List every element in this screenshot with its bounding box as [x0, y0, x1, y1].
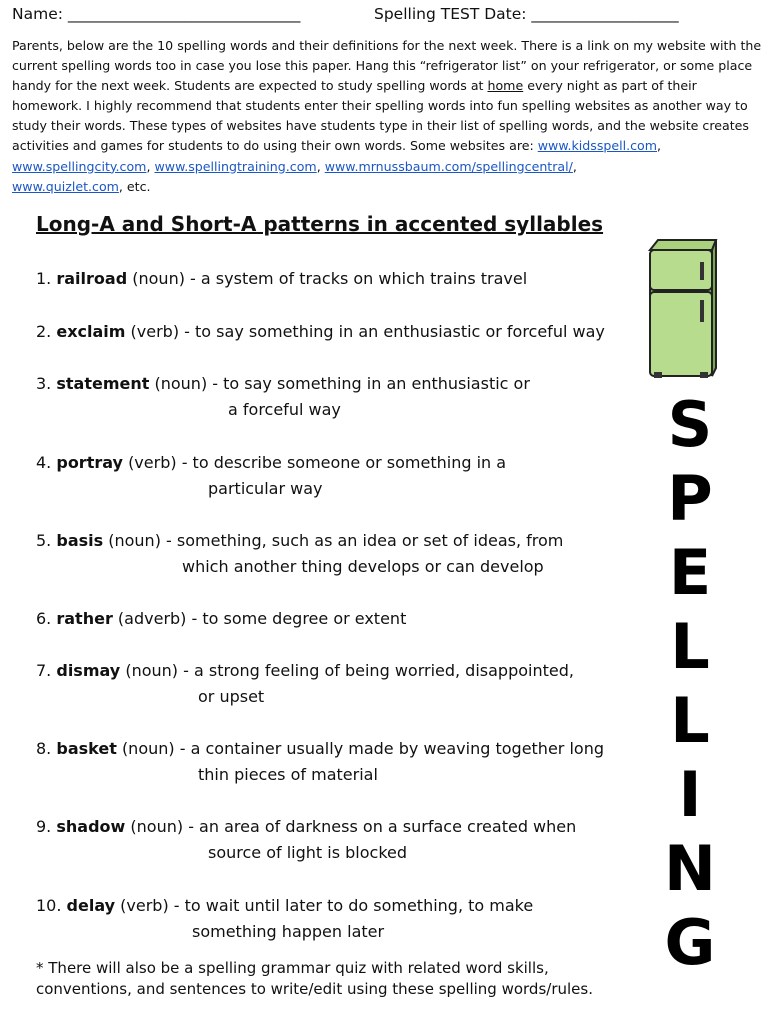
word-number: 1. [36, 269, 52, 288]
definition-continued: something happen later [192, 922, 385, 941]
word-item [36, 606, 406, 632]
link-quizlet[interactable]: www.quizlet.com [12, 178, 119, 194]
definition-continued: a forceful way [228, 400, 341, 419]
definition: - an area of darkness on a surface created when [188, 817, 577, 836]
word-item [36, 319, 605, 345]
part-of-speech: (adverb) [117, 609, 187, 628]
letter-e: E [668, 536, 712, 609]
intro-text-1: Parents, below are the 10 spelling words and their definitions for the next week. There is a link on my website with the current spelling words too in case you lose this paper. Hang this “refrigerator list” on your refrigerator, or some place handy for the next week. Students are expected to study spelling words at [12, 38, 762, 94]
part-of-speech: (noun) [132, 269, 185, 288]
definition: - a strong feeling of being worried, disappointed, [183, 661, 574, 680]
word-item [36, 893, 533, 945]
word-number: 10. [36, 896, 62, 915]
link-separator: , [572, 158, 577, 174]
letter-p: P [667, 462, 713, 535]
spelling-word: delay [66, 896, 116, 915]
word-item [36, 814, 576, 866]
link-spellingcity[interactable]: www.spellingcity.com [12, 158, 147, 174]
home-emphasis: home [487, 78, 524, 94]
grammar-quiz-note: * There will also be a spelling grammar quiz with related word skills, conventions, and sentences to write/edit using these spelling words/rules. [36, 959, 593, 998]
definition: - something, such as an idea or set of ideas, from [166, 531, 564, 550]
spelling-word: rather [56, 609, 113, 628]
part-of-speech: (noun) [125, 661, 179, 680]
letter-s: S [667, 388, 713, 461]
definition: - to some degree or extent [191, 609, 407, 628]
spelling-word: dismay [56, 661, 121, 680]
spelling-word: basket [56, 739, 117, 758]
spelling-word: exclaim [56, 322, 126, 341]
word-item [36, 736, 604, 788]
word-number: 8. [36, 739, 52, 758]
word-number: 2. [36, 322, 52, 341]
part-of-speech: (noun) [154, 374, 208, 393]
spelling-word: railroad [56, 269, 128, 288]
part-of-speech: (noun) [108, 531, 161, 550]
refrigerator-icon [644, 232, 720, 380]
definition: - to say something in an enthusiastic or forceful way [184, 322, 605, 341]
spelling-word: shadow [56, 817, 126, 836]
letter-l: L [670, 684, 710, 757]
name-line: Name: ______________________________ [12, 5, 301, 23]
spelling-word: portray [56, 453, 123, 472]
page-title: Long-A and Short-A patterns in accented syllables [36, 212, 604, 236]
word-item [36, 371, 530, 423]
definition-continued: particular way [208, 479, 323, 498]
definition-continued: which another thing develops or can develop [182, 557, 544, 576]
link-separator: , [657, 138, 662, 154]
letter-i: I [678, 758, 702, 831]
definition-continued: source of light is blocked [208, 843, 408, 862]
definition: - a container usually made by weaving together long [179, 739, 604, 758]
intro-text-2: every night as part of their homework. I highly recommend that students enter their spelling words into fun spelling websites as another way to study their words. These types of websites have students type in their list of spelling words, and the website creates activities and games for students to do using their own words. Some websites are: [12, 78, 749, 154]
letter-g: G [664, 906, 716, 979]
definition: - to describe someone or something in a [181, 453, 507, 472]
word-item [36, 658, 574, 710]
word-item [36, 266, 527, 292]
link-kidsspell[interactable]: www.kidsspell.com [537, 138, 658, 154]
intro-etc: , etc. [118, 178, 151, 194]
definition-continued: thin pieces of material [198, 765, 378, 784]
part-of-speech: (verb) [130, 322, 180, 341]
link-separator: , [146, 158, 155, 174]
word-number: 4. [36, 453, 52, 472]
letter-n: N [664, 832, 716, 905]
definition: - to wait until later to do something, to make [173, 896, 534, 915]
test-date-line: Spelling TEST Date: ___________________ [374, 5, 679, 23]
part-of-speech: (verb) [120, 896, 169, 915]
word-item [36, 528, 563, 580]
spelling-word: statement [56, 374, 150, 393]
spelling-word: basis [56, 531, 104, 550]
word-number: 6. [36, 609, 52, 628]
word-item [36, 450, 506, 502]
part-of-speech: (verb) [128, 453, 177, 472]
word-number: 7. [36, 661, 52, 680]
letter-l: L [670, 610, 710, 683]
part-of-speech: (noun) [130, 817, 184, 836]
definition: - a system of tracks on which trains travel [190, 269, 528, 288]
word-number: 3. [36, 374, 52, 393]
part-of-speech: (noun) [121, 739, 175, 758]
definition: - to say something in an enthusiastic or [212, 374, 530, 393]
spelling-vertical-word [660, 388, 720, 980]
parent-instructions [12, 36, 764, 197]
link-spellingtraining[interactable]: www.spellingtraining.com [154, 158, 317, 174]
word-number: 9. [36, 817, 52, 836]
word-number: 5. [36, 531, 52, 550]
link-mrnussbaum[interactable]: www.mrnussbaum.com/spellingcentral/ [324, 158, 573, 174]
link-separator: , [316, 158, 325, 174]
definition-continued: or upset [198, 687, 265, 706]
